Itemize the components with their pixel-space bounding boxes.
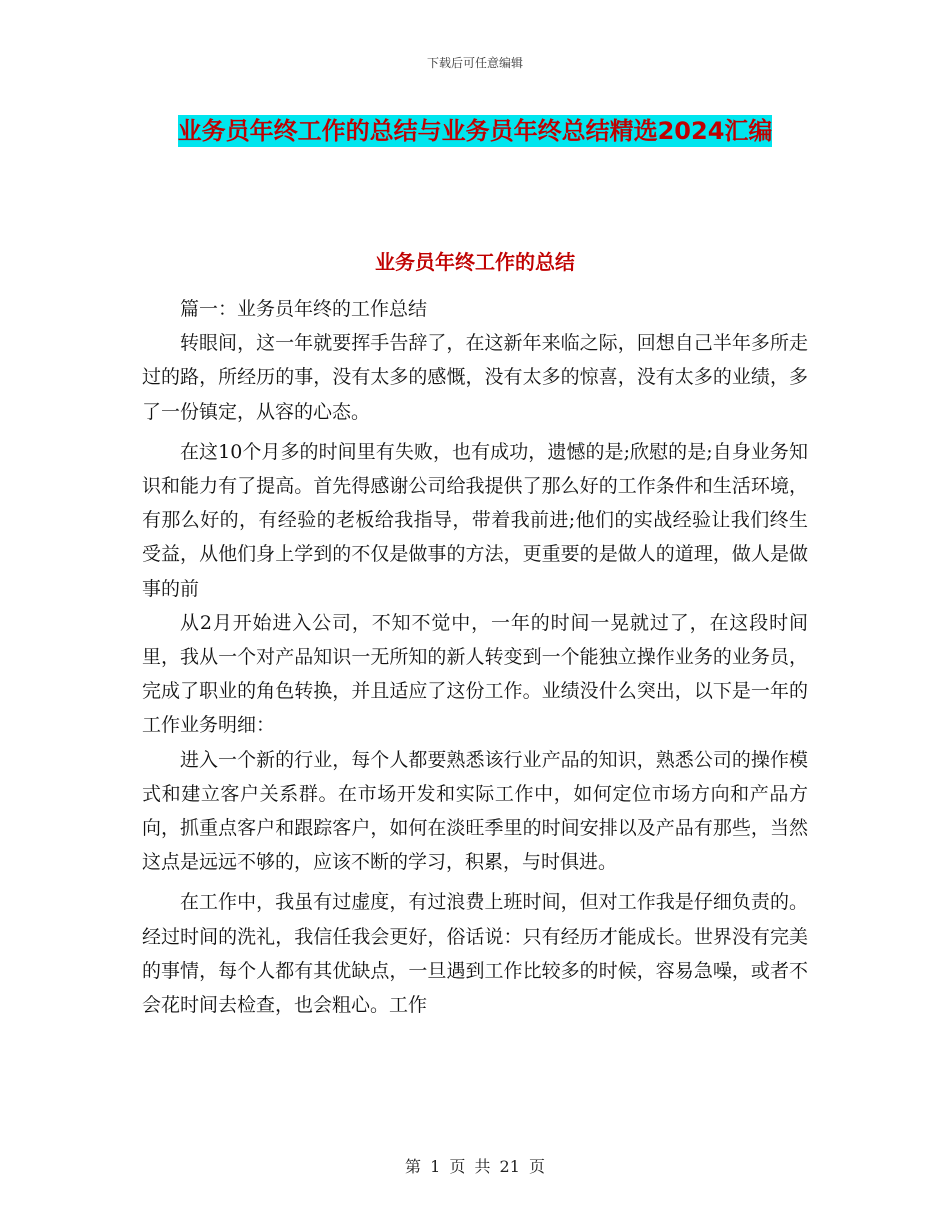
- paragraph: 在工作中，我虽有过虚度，有过浪费上班时间，但对工作我是仔细负责的。经过时间的洗礼，我信任我会更好，俗话说：只有经历才能成长。世界没有完美的事情，每个人都有其优缺点，一旦遇到工作比较多的时候，容易急噪，或者不会花时间去检查，也会粗心。工作: [142, 891, 808, 1017]
- page-footer: 第 1 页 共 21 页: [405, 1157, 545, 1176]
- header-note: 下载后可任意编辑: [426, 56, 523, 70]
- section-title: 业务员年终工作的总结: [375, 250, 575, 274]
- paragraph: 篇一：业务员年终的工作总结: [180, 298, 428, 320]
- paragraph: 从2月开始进入公司，不知不觉中，一年的时间一晃就过了，在这段时间里，我从一个对产品知识一无所知的新人转变到一个能独立操作业务的业务员，完成了职业的角色转换，并且适应了这份工作。业绩没什么突出，以下是一年的工作业务明细：: [142, 611, 808, 737]
- document-title-text: 业务员年终工作的总结与业务员年终总结精选2024汇编: [177, 117, 773, 145]
- document-title: [140, 108, 810, 154]
- document-body: [142, 292, 808, 1022]
- paragraph: 在这10个月多的时间里有失败，也有成功，遗憾的是;欣慰的是;自身业务知识和能力有了提高。首先得感谢公司给我提供了那么好的工作条件和生活环境，有那么好的，有经验的老板给我指导，带着我前进;他们的实战经验让我们终生受益，从他们身上学到的不仅是做事的方法，更重要的是做人的道理，做人是做事的前: [142, 440, 808, 600]
- paragraph: 转眼间，这一年就要挥手告辞了，在这新年来临之际，回想自己半年多所走过的路，所经历的事，没有太多的感慨，没有太多的惊喜，没有太多的业绩，多了一份镇定，从容的心态。: [142, 332, 808, 423]
- paragraph: 进入一个新的行业，每个人都要熟悉该行业产品的知识，熟悉公司的操作模式和建立客户关系群。在市场开发和实际工作中，如何定位市场方向和产品方向，抓重点客户和跟踪客户，如何在淡旺季里的时间安排以及产品有那些，当然这点是远远不够的，应该不断的学习，积累，与时俱进。: [142, 748, 808, 874]
